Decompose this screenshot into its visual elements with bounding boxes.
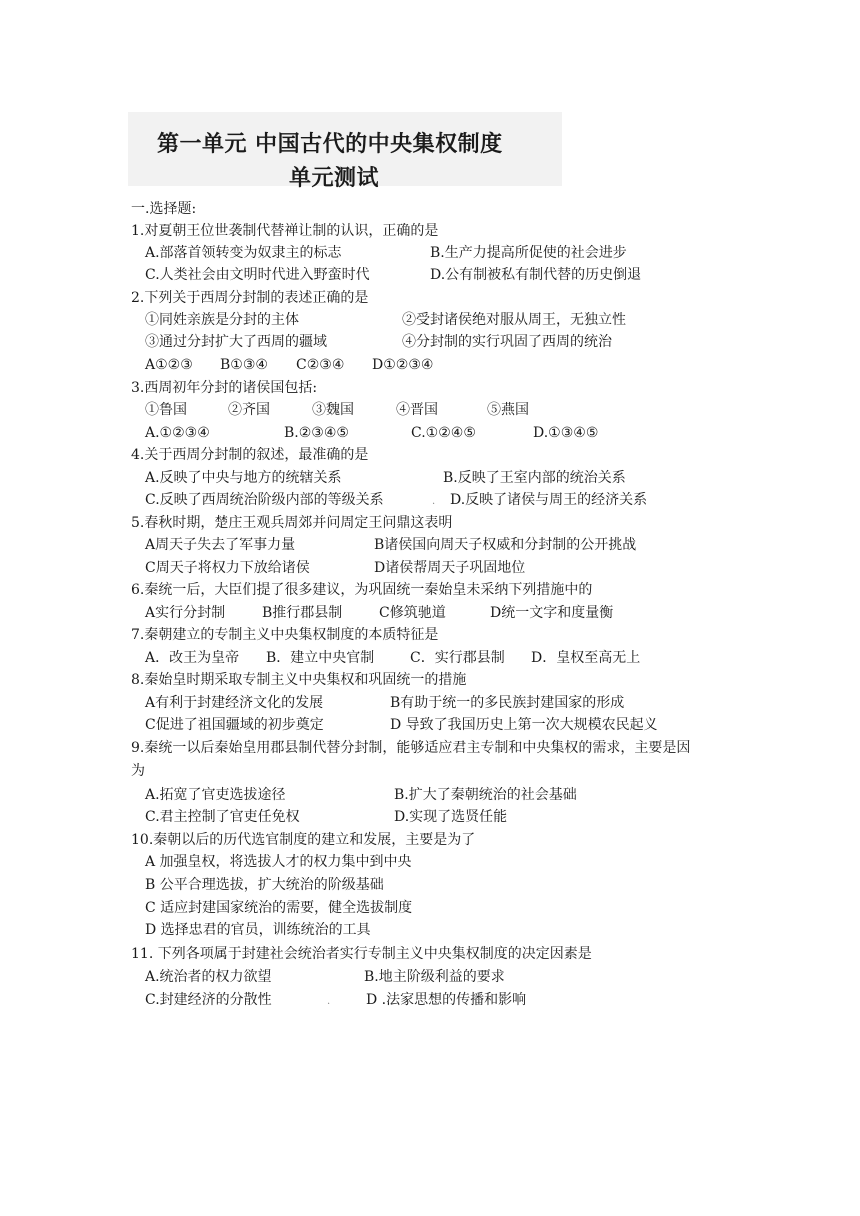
question-8-option-c: C促进了祖国疆域的初步奠定 [145,717,324,733]
question-3-option-a: A.①②③④ [145,425,210,441]
question-1-option-d: D.公有制被私有制代替的历史倒退 [430,267,642,283]
question-2-option-b: B①③④ [220,357,268,373]
question-11-option-b: B.地主阶级利益的要求 [364,969,505,985]
question-2-statement-3: ③通过分封扩大了西周的疆域 [145,334,327,350]
question-5-option-a: A周天子失去了军事力量 [145,537,296,553]
question-3-statement-3: ③魏国 [312,402,354,418]
question-6-stem: 6.秦统一后，大臣们提了很多建议，为巩固统一秦始皇未采纳下列措施中的 [131,582,593,598]
question-10-option-c: C 适应封建国家统治的需要，健全选拔制度 [145,900,413,916]
question-9-option-a: A.拓宽了官吏选拔途径 [145,787,286,803]
question-3-stem: 3.西周初年分封的诸侯国包括: [131,380,318,396]
question-11-option-a: A.统治者的权力欲望 [145,969,272,985]
question-3-statement-4: ④晋国 [396,402,438,418]
question-2-option-c: C②③④ [296,357,345,373]
question-2-option-d: D①②③④ [372,357,434,373]
question-3-option-c: C.①②④⑤ [411,425,476,441]
question-10-option-d: D 选择忠君的官员，训练统治的工具 [145,922,371,938]
section-heading: 一.选择题: [131,201,197,217]
question-4-option-b: B.反映了王室内部的统治关系 [443,470,626,486]
question-9-stem: 9.秦统一以后秦始皇用郡县制代替分封制，能够适应君主专制和中央集权的需求，主要是因 [131,740,691,756]
scan-mark: . [327,996,331,1007]
question-2-statement-4: ④分封制的实行巩固了西周的统治 [402,334,612,350]
question-2-statement-1: ①同姓亲族是分封的主体 [145,312,299,328]
question-5-option-c: C周天子将权力下放给诸侯 [145,560,310,576]
question-8-option-a: A有利于封建经济文化的发展 [145,695,324,711]
question-7-option-b: B．建立中央官制 [266,650,375,666]
question-1-stem: 1.对夏朝王位世袭制代替禅让制的认识，正确的是 [131,223,439,239]
question-6-option-a: A实行分封制 [145,605,226,621]
question-2-statement-2: ②受封诸侯绝对服从周王，无独立性 [402,312,626,328]
question-8-stem: 8.秦始皇时期采取专制主义中央集权和巩固统一的措施 [131,672,467,688]
question-1-option-a: A.部落首领转变为奴隶主的标志 [145,245,342,261]
question-3-statement-1: ①鲁国 [145,402,187,418]
question-2-option-a: A①②③ [145,357,193,373]
page-title: 第一单元 中国古代的中央集权制度 [157,132,503,157]
question-1-option-c: C.人类社会由文明时代进入野蛮时代 [145,267,370,283]
question-6-option-c: C修筑驰道 [379,605,446,621]
question-11-stem: 11. 下列各项属于封建社会统治者实行专制主义中央集权制度的决定因素是 [131,946,592,962]
question-7-option-c: C．实行郡县制 [410,650,505,666]
question-9-option-b: B.扩大了秦朝统治的社会基础 [394,787,577,803]
question-7-option-a: A．改王为皇帝 [145,650,240,666]
page-subtitle: 单元测试 [289,166,380,191]
question-5-stem: 5.春秋时期，楚庄王观兵周郊并问周定王问鼎这表明 [131,515,453,531]
question-4-option-d: D.反映了诸侯与周王的经济关系 [450,492,648,508]
question-3-option-b: B.②③④⑤ [284,425,349,441]
question-5-option-b: B诸侯国向周天子权威和分封制的公开挑战 [374,537,637,553]
question-2-stem: 2.下列关于西周分封制的表述正确的是 [131,290,369,306]
question-1-option-b: B.生产力提高所促使的社会进步 [430,245,627,261]
question-6-option-b: B推行郡县制 [262,605,343,621]
question-11-option-d: D .法家思想的传播和影响 [366,992,527,1008]
question-10-option-a: A 加强皇权，将选拔人才的权力集中到中央 [145,854,412,870]
question-3-statement-2: ②齐国 [228,402,270,418]
question-5-option-d: D诸侯帮周天子巩固地位 [374,560,526,576]
question-4-option-c: C.反映了西周统治阶级内部的等级关系 [145,492,384,508]
question-3-option-d: D.①③④⑤ [533,425,599,441]
question-4-stem: 4.关于西周分封制的叙述，最准确的是 [131,447,369,463]
question-9-option-c: C.君主控制了官吏任免权 [145,809,300,825]
question-9-stem-continued: 为 [131,763,145,779]
question-8-option-d: D 导致了我国历史上第一次大规模农民起义 [390,717,658,733]
question-9-option-d: D.实现了选贤任能 [394,809,508,825]
question-7-stem: 7.秦朝建立的专制主义中央集权制度的本质特征是 [131,627,439,643]
question-10-stem: 10.秦朝以后的历代选官制度的建立和发展，主要是为了 [131,832,476,848]
question-10-option-b: B 公平合理选拔，扩大统治的阶级基础 [145,877,384,893]
question-11-option-c: C.封建经济的分散性 [145,992,272,1008]
question-3-statement-5: ⑤燕国 [487,402,529,418]
scan-mark: . [432,496,436,507]
question-8-option-b: B有助于统一的多民族封建国家的形成 [390,695,625,711]
question-4-option-a: A.反映了中央与地方的统辖关系 [145,470,342,486]
question-7-option-d: D．皇权至高无上 [531,650,641,666]
question-6-option-d: D统一文字和度量衡 [490,605,614,621]
